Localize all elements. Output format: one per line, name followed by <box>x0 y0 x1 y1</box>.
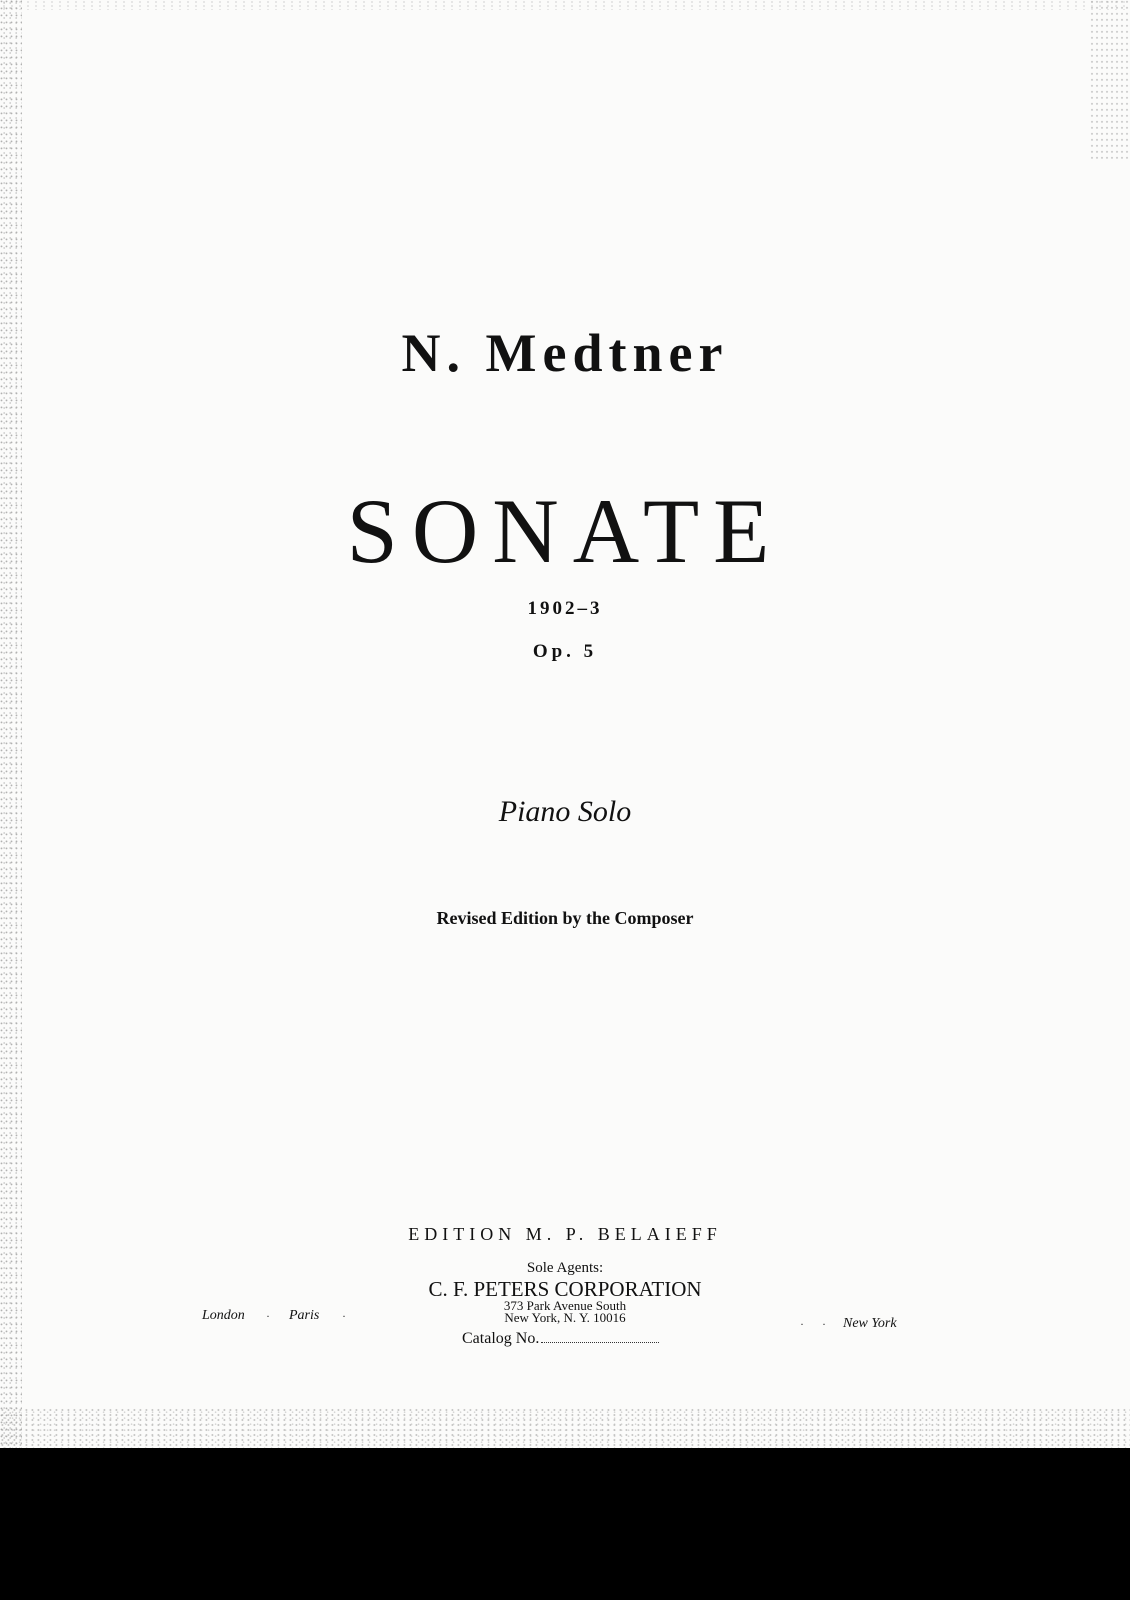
work-title: SONATE <box>346 480 784 582</box>
composition-years: 1902–3 <box>527 598 603 619</box>
separator-dot: · <box>822 1317 826 1331</box>
city-new-york: New York <box>843 1316 897 1331</box>
catalog-label: Catalog No. <box>462 1330 540 1347</box>
city-london: London <box>202 1308 245 1323</box>
opus-number: Op. 5 <box>532 641 598 662</box>
catalog-blank-line <box>541 1342 659 1343</box>
scan-noise-top <box>0 0 1130 10</box>
revision-note: Revised Edition by the Composer <box>436 908 694 928</box>
separator-dot: · <box>800 1317 804 1331</box>
separator-dot: · <box>266 1309 270 1323</box>
composer-name: N. Medtner <box>401 323 729 383</box>
sole-agents-label: Sole Agents: <box>526 1260 604 1276</box>
instrumentation: Piano Solo <box>498 795 632 828</box>
publisher-name: EDITION M. P. BELAIEFF <box>408 1224 722 1244</box>
scan-noise-right <box>1090 0 1130 160</box>
agent-name: C. F. PETERS CORPORATION <box>428 1277 702 1301</box>
catalog-number <box>462 1330 659 1348</box>
agent-address-city: New York, N. Y. 10016 <box>504 1310 626 1325</box>
agent-address-street: 373 Park Avenue South <box>503 1298 627 1313</box>
scan-noise-bottom <box>0 1408 1130 1448</box>
separator-dot: · <box>342 1309 346 1323</box>
city-paris: Paris <box>289 1308 320 1323</box>
